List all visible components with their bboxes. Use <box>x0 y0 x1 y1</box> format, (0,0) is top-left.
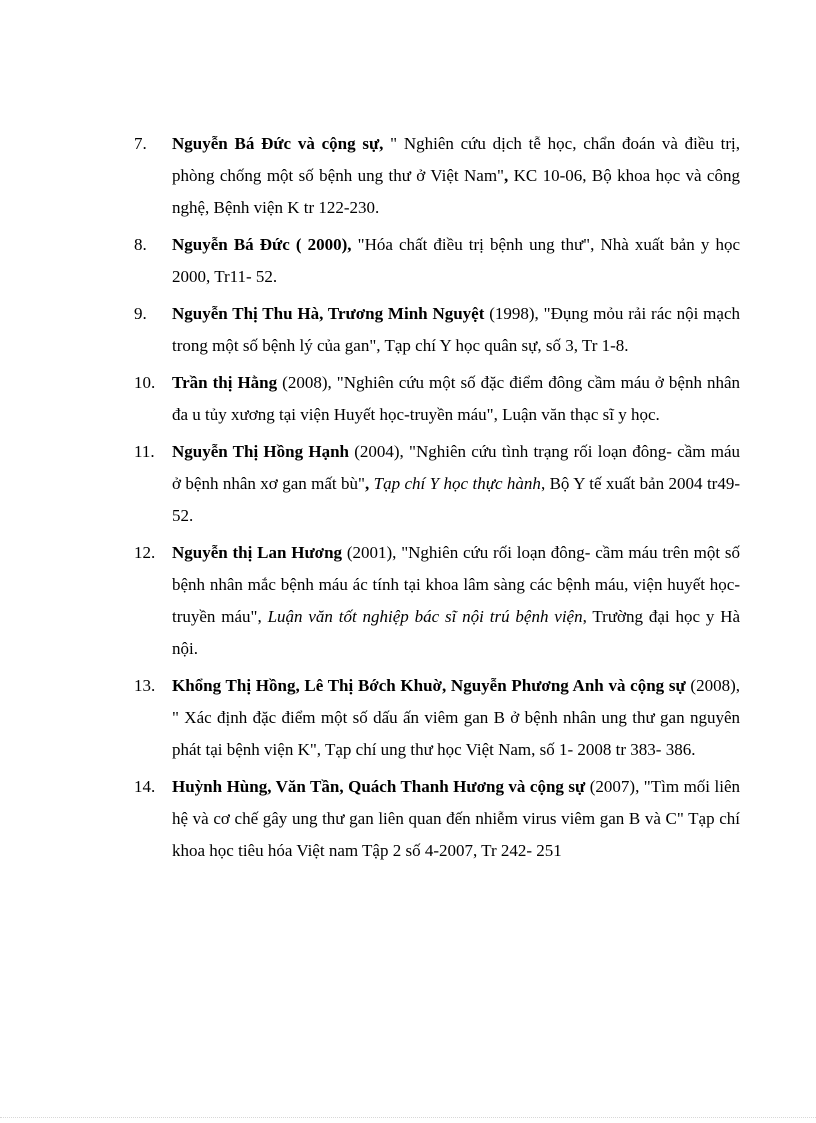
reference-item-9 <box>134 298 740 362</box>
reference-journal: Tạp chí Y học thực hành <box>369 474 541 493</box>
reference-item-13 <box>134 670 740 766</box>
reference-punct: , <box>364 474 370 493</box>
reference-source: (2008), " Xác định đặc điểm một số dấu ấn viêm gan B ở bệnh nhân ung thư gan nguyên phát tại bệnh viện K", Tạp chí ung thư học Việt Nam, số 1- 2008 tr 383- 386. <box>172 676 740 759</box>
reference-title: (2004), "Nghiên cứu tình trạng rối loạn đông- cầm máu ở bệnh nhân xơ gan mất bù" <box>172 442 740 493</box>
reference-authors: Nguyễn Bá Đức và cộng sự, <box>172 134 391 153</box>
reference-title: " Nghiên cứu dịch tễ học, chẩn đoán và điều trị, phòng chống một số bệnh ung thư ở Việt Nam" <box>172 134 740 185</box>
reference-number: 11. <box>134 442 155 461</box>
reference-source: (1998), "Đụng mỏu rải rác nội mạch trong một số bệnh lý của gan", Tạp chí Y học quân sự, số 3, Tr 1-8. <box>172 304 740 355</box>
reference-authors: Nguyễn Thị Hồng Hạnh <box>172 442 349 461</box>
reference-item-10 <box>134 367 740 431</box>
reference-punct: , <box>347 235 358 254</box>
reference-journal: Luận văn tốt nghiệp bác sĩ nội trú bệnh viện <box>261 607 583 626</box>
reference-number: 13. <box>134 676 156 695</box>
reference-item-11 <box>134 436 740 532</box>
reference-title: (2001), "Nghiên cứu rối loạn đông- cầm máu trên một số bệnh nhân mắc bệnh máu ác tính tại khoa lâm sàng các bệnh máu, viện huyết học- truyền máu", <box>172 543 740 626</box>
reference-authors: Nguyễn Bá Đức ( 2000) <box>172 235 348 254</box>
reference-item-12 <box>134 537 740 665</box>
reference-item-14 <box>134 771 740 867</box>
reference-source: , Trường đại học y Hà nội. <box>172 607 741 658</box>
reference-number: 14. <box>134 777 156 796</box>
reference-source: (2008), "Nghiên cứu một số đặc điểm đông cầm máu ở bệnh nhân đa u tủy xương tại viện Huyết học-truyền máu", Luận văn thạc sĩ y học. <box>172 373 741 424</box>
reference-authors: Nguyễn Thị Thu Hà, Trương Minh Nguyệt <box>172 304 485 323</box>
reference-authors: Trần thị Hằng <box>172 373 278 392</box>
reference-list <box>134 128 740 867</box>
reference-source: "Hóa chất điều trị bệnh ung thư", Nhà xuất bản y học 2000, Tr11- 52. <box>172 235 741 286</box>
reference-authors: Huỳnh Hùng, Văn Tần, Quách Thanh Hương và cộng sự <box>172 777 586 796</box>
reference-source: (2007), "Tìm mối liên hệ và cơ chế gây ung thư gan liên quan đến nhiễm virus viêm gan B và C" Tạp chí khoa học tiêu hóa Việt nam Tập 2 số 4-2007, Tr 242- 251 <box>172 777 740 860</box>
reference-authors: Khổng Thị Hồng, Lê Thị Bớch Khuờ, Nguyễn Phương Anh và cộng sự <box>172 676 686 695</box>
reference-source: KC 10-06, Bộ khoa học và công nghệ, Bệnh viện K tr 122-230. <box>172 166 740 217</box>
reference-number: 10. <box>134 373 156 392</box>
page-bottom-rule <box>0 1117 816 1118</box>
reference-number: 7. <box>134 134 147 153</box>
reference-source: , Bộ Y tế xuất bản 2004 tr49- 52. <box>172 474 741 525</box>
reference-punct: , <box>503 166 509 185</box>
reference-item-8 <box>134 229 740 293</box>
reference-number: 12. <box>134 543 156 562</box>
reference-number: 9. <box>134 304 147 323</box>
reference-number: 8. <box>134 235 147 254</box>
reference-item-7 <box>134 128 740 224</box>
reference-authors: Nguyễn thị Lan Hương <box>172 543 343 562</box>
